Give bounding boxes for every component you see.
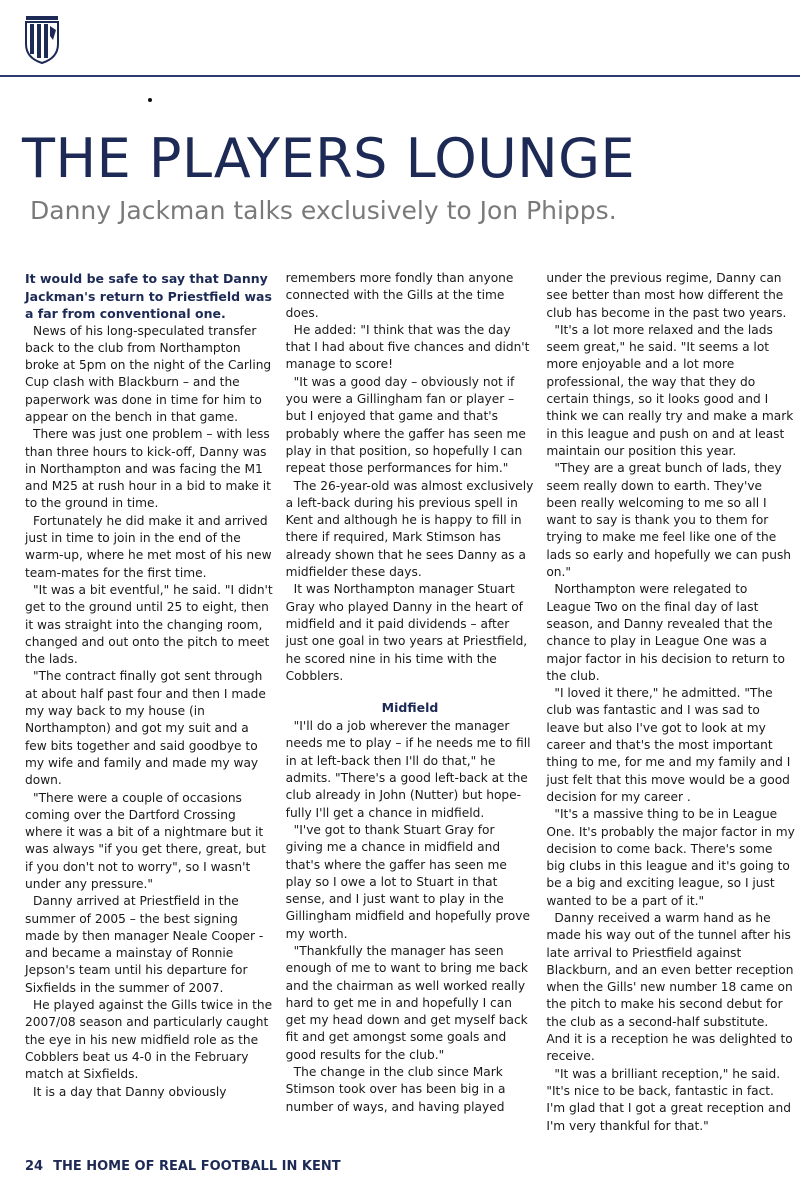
- speck: [148, 98, 152, 102]
- paragraph: "I loved it there," he admitted. "The club was fantastic and I was sad to leave but also I've got to look at my career and that's the most important thing to me, for me and my family and I just felt that this move would be a good decision for my career .: [546, 686, 791, 804]
- paragraph: remembers more fondly than anyone connected with the Gills at the time does.: [285, 271, 514, 320]
- lead-paragraph: It would be safe to say that Danny Jackman's return to Priestfield was a far from conventional one.: [25, 271, 272, 321]
- paragraph: "It was a good day – obviously not if you were a Gillingham fan or player – but I enjoyed that game and that's probably where the gaffer has seen me play in that position, so hopefully I can repeat those performances for him.": [285, 374, 526, 476]
- article-column-3: [546, 270, 795, 1140]
- page-number: 24: [25, 1159, 44, 1174]
- paragraph: It was Northampton manager Stuart Gray who played Danny in the heart of midfield and it paid dividends – after just one goal in two years at Priestfield, he scored nine in his time with the Cobblers.: [285, 582, 528, 683]
- page-footer: [25, 1160, 341, 1173]
- paragraph: Northampton were relegated to League Two on the final day of last season, and Danny revealed that the chance to play in League One was a major factor in his decision to return to the club.: [546, 582, 785, 683]
- paragraph: "I'll do a job wherever the manager needs me to play – if he needs me to fill in at left-back then I'll do that," he admits. "There's a good left-back at the club already in John (Nutter) but hope-fully I'll get a chance in midfield.: [285, 719, 531, 820]
- paragraph: "I've got to thank Stuart Gray for giving me a chance in midfield and that's where the gaffer has seen me play so I owe a lot to Stuart in that sense, and I just want to play in the Gillingham midfield and hopefully prove my worth.: [285, 822, 530, 941]
- paragraph: News of his long-speculated transfer back to the club from Northampton broke at 5pm on the night of the Carling Cup clash with Blackburn – and the paperwork was done in time for him to appear on the bench in that game.: [25, 323, 272, 424]
- paragraph: There was just one problem – with less than three hours to kick-off, Danny was in Northampton and was facing the M1 and M25 at rush hour in a bid to make it to the ground in time.: [25, 427, 271, 511]
- paragraph: "There were a couple of occasions coming over the Dartford Crossing where it was a bit of a nightmare but it was always "if you get there, great, but if you don't not to worry", so I wasn't under any pressure.": [25, 790, 266, 891]
- paragraph: "They are a great bunch of lads, they seem really down to earth. They've been really welcoming to me so all I want to say is thank you to them for trying to make me feel like one of the lads so early and hopefully we can push on.": [546, 461, 792, 580]
- paragraph: He added: "I think that was the day that I had about five chances and didn't manage to score!: [285, 322, 530, 372]
- paragraph: The 26-year-old was almost exclusively a left-back during his previous spell in Kent and although he is happy to fill in there if required, Mark Stimson has already shown that he sees Danny as a midfielder these days.: [285, 478, 534, 580]
- paragraph: "It's a lot more relaxed and the lads seem great," he said. "It seems a lot more enjoyable and a lot more professional, the way that they do certain things, so it looks good and I think we can really try and make a mark in this league and push on and at least maintain our position this year.: [546, 322, 794, 458]
- paragraph: "The contract finally got sent through at about half past four and then I made my way back to my house (in Northampton) and got my suit and a few bits together and said goodbye to my wife and family and made my way down.: [25, 669, 266, 788]
- gillingham-crest-icon: [22, 16, 62, 64]
- paragraph: Fortunately he did make it and arrived just in time to join in the end of the warm-up, where he met most of his new team-mates for the first time.: [25, 513, 272, 580]
- section-subheading: Midfield: [381, 700, 439, 716]
- page-title: THE PLAYERS LOUNGE: [22, 127, 636, 190]
- paragraph: Danny arrived at Priestfield in the summer of 2005 – the best signing made by then manager Neale Cooper - and became a mainstay of Ronnie Jepson's team until his departure for Sixfields in the summer of 2007.: [25, 894, 264, 995]
- paragraph: The change in the club since Mark Stimson took over has been big in a number of ways, and having played: [285, 1065, 506, 1114]
- paragraph: Danny received a warm hand as he made his way out of the tunnel after his late arrival to Priestfield against Blackburn, and an even better reception when the Gills' new number 18 came on the pitch to make his second debut for the club as a second-half substitute. And it is a reception he was delighted to receive.: [546, 910, 794, 1064]
- paragraph: It is a day that Danny obviously: [33, 1084, 227, 1099]
- paragraph: "Thankfully the manager has seen enough of me to want to bring me back and the chairman as well worked really hard to get me in and hopefully I can get my head down and get myself back fit and get amongst some goals and good results for the club.": [285, 943, 528, 1062]
- paragraph: "It was a bit eventful," he said. "I didn't get to the ground until 25 to eight, then it was straight into the changing room, changed and out onto the pitch to meet the lads.: [25, 582, 273, 667]
- article-body: [25, 270, 795, 1140]
- page-subtitle: Danny Jackman talks exclusively to Jon Phipps.: [30, 196, 617, 225]
- footer-tagline: THE HOME OF REAL FOOTBALL IN KENT: [53, 1159, 341, 1174]
- paragraph: He played against the Gills twice in the 2007/08 season and particularly caught the eye in his new midfield role as the Cobblers beat us 4-0 in the February match at Sixfields.: [25, 998, 273, 1082]
- article-column-1: [25, 270, 274, 1140]
- article-column-2: [286, 270, 535, 1140]
- paragraph: "It was a brilliant reception," he said. "It's nice to be back, fantastic in fact. I'm glad that I got a great reception and I'm very thankful for that.": [546, 1066, 791, 1133]
- paragraph: under the previous regime, Danny can see better than most how different the club has become in the past two years.: [546, 271, 787, 320]
- header-rule: [0, 75, 800, 77]
- paragraph: "It's a massive thing to be in League One. It's probably the major factor in my decision to come back. There's some big clubs in this league and it's going to be a big and exciting league, so I just wanted to be a part of it.": [546, 807, 795, 908]
